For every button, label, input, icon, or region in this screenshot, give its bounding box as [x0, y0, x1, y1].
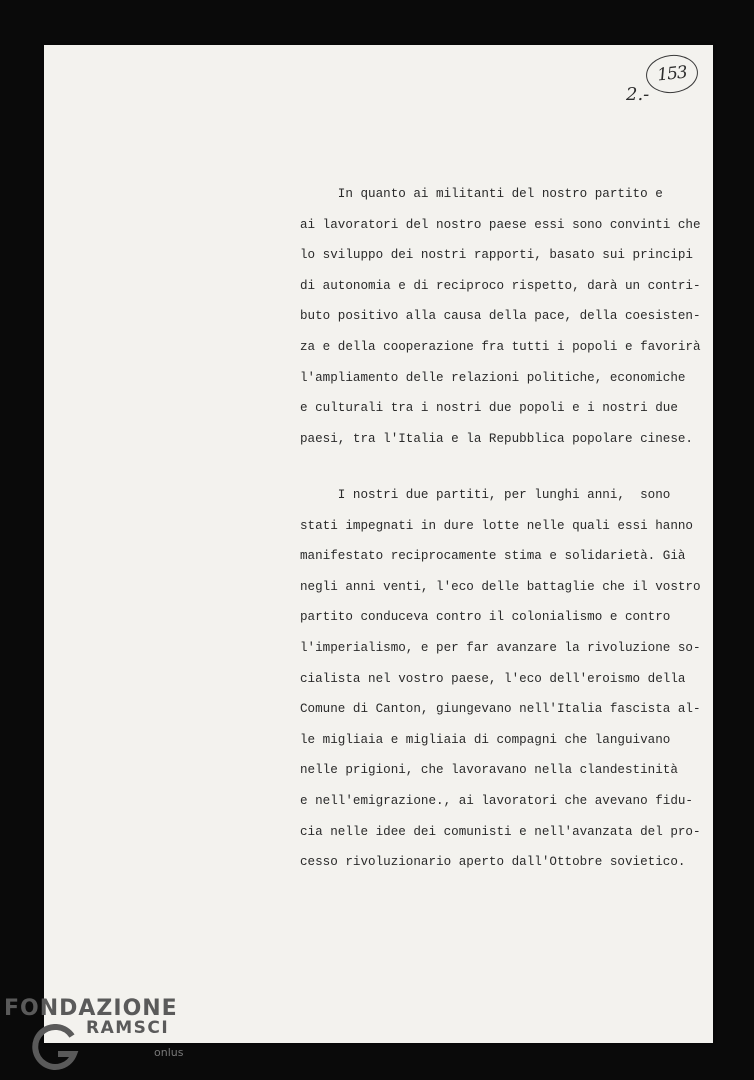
text-line: partito conduceva contro il colonialismo e contro [300, 610, 671, 625]
text-line: za e della cooperazione fra tutti i popoli e favorirà [300, 339, 701, 354]
fondazione-gramsci-watermark [4, 996, 194, 1076]
text-line: paesi, tra l'Italia e la Repubblica popolare cinese. [300, 431, 693, 446]
paragraph-2 [300, 480, 701, 878]
text-line: cialista nel vostro paese, l'eco dell'eroismo della [300, 671, 686, 686]
text-line: cia nelle idee dei comunisti e nell'avanzata del pro- [300, 824, 701, 839]
text-line: negli anni venti, l'eco delle battaglie che il vostro [300, 579, 701, 594]
text-line: e culturali tra i nostri due popoli e i nostri due [300, 401, 678, 416]
text-line: cesso rivoluzionario aperto dall'Ottobre sovietico. [300, 855, 686, 870]
text-line: In quanto ai militanti del nostro partito e [300, 187, 663, 201]
text-line: manifestato reciprocamente stima e solidarietà. Già [300, 549, 686, 564]
text-line: l'imperialismo, e per far avanzare la rivoluzione so- [300, 640, 701, 655]
paragraph-1 [300, 179, 701, 454]
handwritten-page-number: 2.- [626, 84, 650, 105]
text-line: lo sviluppo dei nostri rapporti, basato sui principi [300, 248, 693, 263]
gramsci-g-logo-icon [28, 1024, 84, 1072]
text-line: buto positivo alla causa della pace, della coesisten- [300, 309, 701, 324]
text-line: di autonomia e di reciproco rispetto, darà un contri- [300, 278, 701, 293]
folio-number: 153 [656, 62, 688, 86]
text-line: le migliaia e migliaia di compagni che languivano [300, 732, 671, 747]
text-line: I nostri due partiti, per lunghi anni, sono [300, 488, 671, 502]
text-line: l'ampliamento delle relazioni politiche, economiche [300, 370, 686, 385]
text-line: Comune di Canton, giungevano nell'Italia fascista al- [300, 702, 701, 717]
text-line: nelle prigioni, che lavoravano nella clandestinità [300, 763, 678, 778]
watermark-line-1: FONDAZIONE [4, 996, 178, 1021]
text-line: stati impegnati in dure lotte nelle quali essi hanno [300, 518, 693, 533]
text-line: e nell'emigrazione., ai lavoratori che avevano fidu- [300, 793, 693, 808]
watermark-line-3: onlus [154, 1046, 184, 1059]
text-line: ai lavoratori del nostro paese essi sono convinti che [300, 217, 701, 232]
watermark-line-2: RAMSCI [86, 1018, 170, 1038]
